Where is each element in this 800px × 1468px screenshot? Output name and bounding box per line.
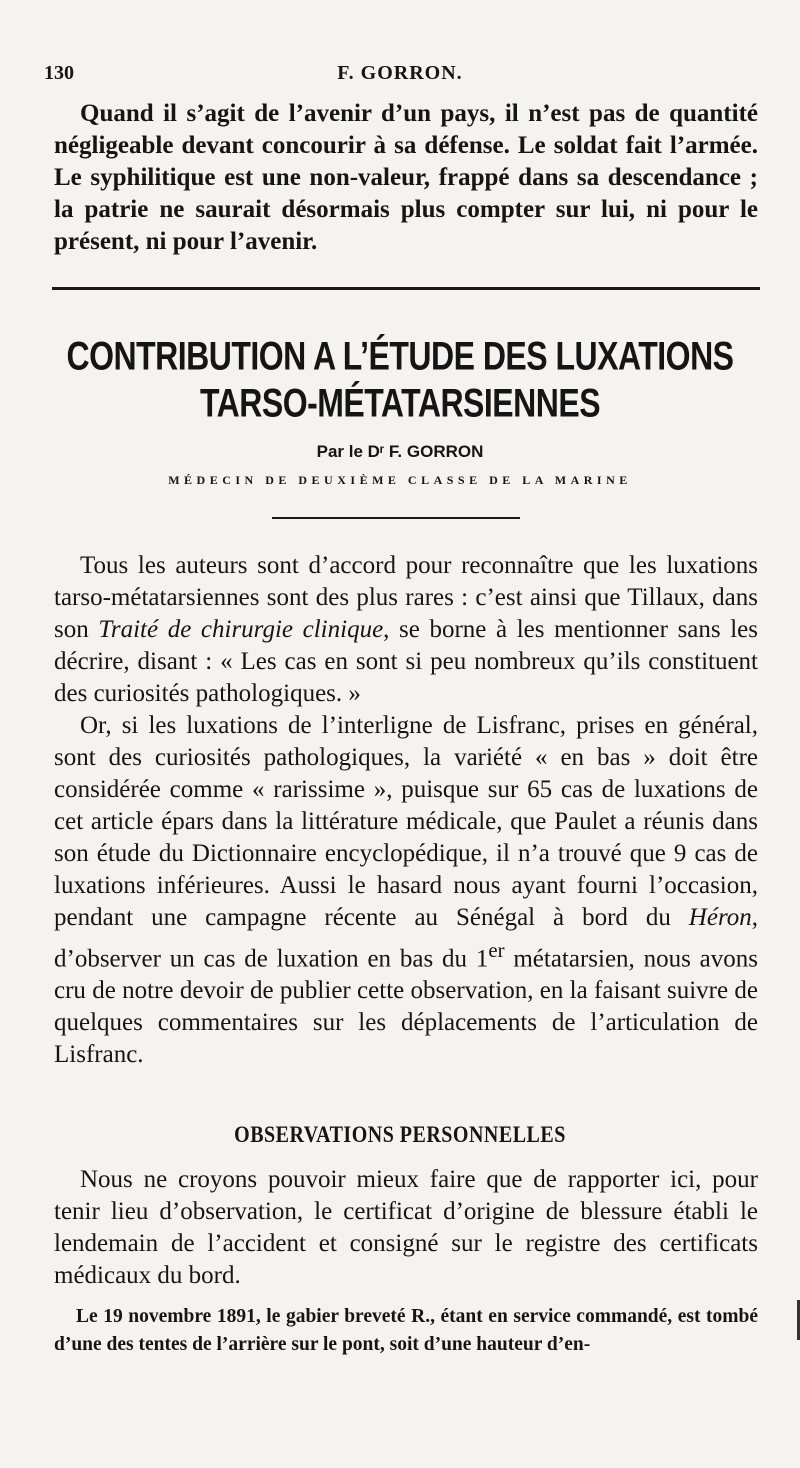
page-number: 130	[44, 62, 74, 84]
certificate-text	[54, 1303, 758, 1359]
paragraph-2	[54, 710, 758, 1071]
observations-paragraph: Nous ne croyons pouvoir mieux faire que de rapporter ici, pour tenir lieu d’observation, le certificat d’origine de blessure établi le lendemain de l’accident et consigné sur le registre des certificats médicaux du bord.	[54, 1166, 758, 1289]
ordinal-superscript: er	[488, 938, 505, 962]
paragraph-1	[54, 550, 758, 710]
ship-name: Héron	[688, 904, 752, 931]
article-title-line1: CONTRIBUTION A L’ÉTUDE DES LUXATIONS	[66, 333, 734, 379]
book-title: Traité de chirurgie clinique	[98, 616, 384, 643]
page-header	[40, 62, 760, 92]
article-title-line2: TARSO-MÉTATARSIENNES	[199, 380, 601, 426]
p2-text-c: métatarsien, nous avons cru de notre devoir de publier cette observation, en la faisant suivre de quelques commentaires sur les déplacements de l’articulation de Lisfranc.	[54, 945, 758, 1069]
section-divider	[52, 287, 760, 290]
running-head: F. GORRON.	[337, 62, 463, 84]
p1-text-a: Tous les auteurs sont d’accord pour reconnaître que les luxations tarso-métatarsiennes sont des plus rares : c’est ainsi que Tillaux, dans son	[54, 552, 758, 643]
article-byline: Par le Dʳ F. GORRON	[316, 442, 484, 461]
intro-paragraph: Quand il s’agit de l’avenir d’un pays, il n’est pas de quantité négligeable devant concourir à sa défense. Le soldat fait l’armée. Le syphilitique est une non-valeur, frappé dans sa descendance ; la patrie ne saurait désormais plus compter sur lui, ni pour le présent, ni pour l’avenir.	[54, 100, 758, 255]
title-divider	[272, 517, 520, 519]
author-affiliation: MÉDECIN DE DEUXIÈME CLASSE DE LA MARINE	[168, 473, 632, 487]
intro-paragraph-block	[54, 98, 758, 258]
observations-text	[54, 1164, 758, 1292]
main-text	[54, 550, 758, 1071]
section-heading: OBSERVATIONS PERSONNELLES	[234, 1122, 566, 1148]
p2-text-b: , d’observer un cas de luxation en bas du 1	[54, 904, 758, 973]
p1-text-b: , se borne à les mentionner sans les décrire, disant : « Les cas en sont si peu nombreux qu’ils constituent des curiosités pathologiques. »	[54, 616, 759, 707]
certificate-paragraph: Le 19 novembre 1891, le gabier breveté R., étant en service commandé, est tombé d’une des tentes de l’arrière sur le pont, soit d’une hauteur d’en-	[54, 1306, 758, 1355]
p2-text-a: Or, si les luxations de l’interligne de Lisfranc, prises en général, sont des curiosités pathologiques, la variété « en bas » doit être considérée comme « rarissime », puisque sur 65 cas de luxations de cet article épars dans la littérature médicale, que Paulet a réunis dans son étude du Dictionnaire encyclopédique, il n’a trouvé que 9 cas de luxations inférieures. Aussi le hasard nous ayant fourni l’occasion, pendant une campagne récente au Sénégal à bord du	[54, 712, 758, 931]
